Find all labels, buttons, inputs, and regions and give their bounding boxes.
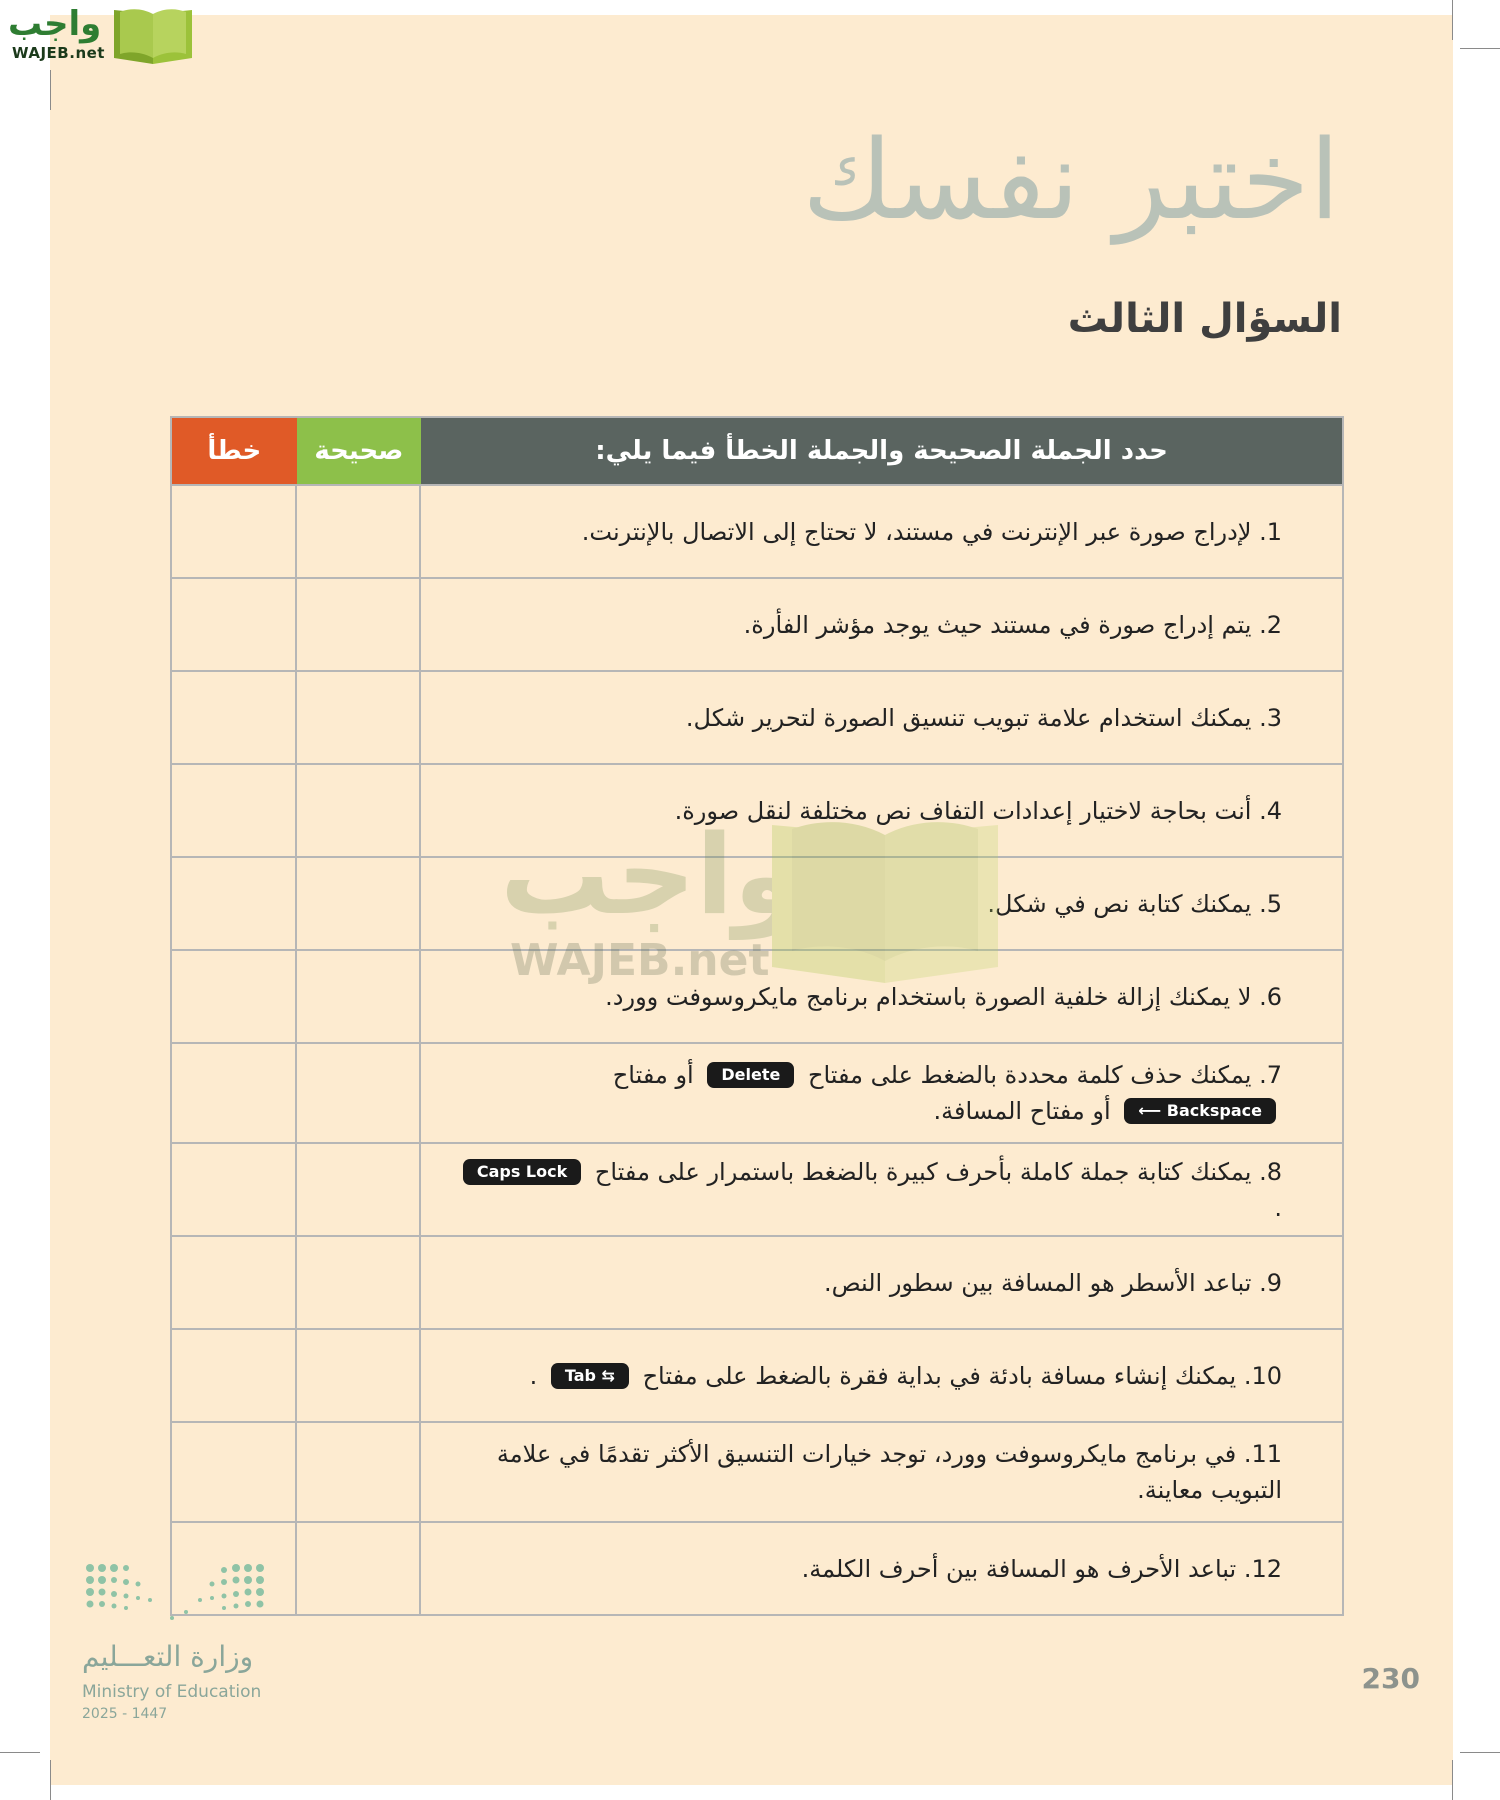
- answer-false-cell[interactable]: [172, 579, 297, 670]
- logo-text-arabic: واجب: [8, 4, 102, 44]
- question-heading: السؤال الثالث: [1067, 296, 1342, 342]
- answer-false-cell[interactable]: [172, 951, 297, 1042]
- statement-text: [421, 1330, 1342, 1421]
- answer-true-cell[interactable]: [297, 672, 422, 763]
- answer-false-cell[interactable]: [172, 1044, 297, 1142]
- answer-false-cell[interactable]: [172, 858, 297, 949]
- answer-true-cell[interactable]: [297, 858, 422, 949]
- wajeb-logo[interactable]: [8, 4, 190, 66]
- statement-part: 8. يمكنك كتابة جملة كاملة بأحرف كبيرة بالضغط باستمرار على مفتاح: [594, 1157, 1282, 1186]
- header-statement: حدد الجملة الصحيحة والجملة الخطأ فيما يلي:: [421, 418, 1342, 484]
- ministry-name-arabic: وزارة التعـــليم: [82, 1640, 254, 1673]
- statement-text: [421, 1144, 1342, 1235]
- crop-mark: [1452, 1760, 1453, 1800]
- book-icon: [112, 6, 194, 66]
- answer-false-cell[interactable]: [172, 486, 297, 577]
- delete-key: Delete: [707, 1062, 794, 1088]
- tab-key: Tab ⇆: [551, 1363, 629, 1389]
- true-false-table: [170, 416, 1344, 1616]
- crop-mark: [1460, 48, 1500, 49]
- header-false: خطأ: [172, 418, 297, 484]
- answer-true-cell[interactable]: [297, 1523, 422, 1614]
- table-header: [172, 418, 1342, 484]
- answer-true-cell[interactable]: [297, 486, 422, 577]
- statement-text: 2. يتم إدراج صورة في مستند حيث يوجد مؤشر الفأرة.: [743, 610, 1282, 639]
- table-row: [172, 763, 1342, 856]
- table-row: [172, 1328, 1342, 1421]
- statement-part: 10. يمكنك إنشاء مسافة بادئة في بداية فقرة بالضغط على مفتاح: [642, 1361, 1282, 1390]
- ministry-dots-icon: [82, 1560, 272, 1630]
- answer-true-cell[interactable]: [297, 1144, 422, 1235]
- watermark-text-english: WAJEB.net: [510, 935, 770, 986]
- answer-true-cell[interactable]: [297, 765, 422, 856]
- answer-true-cell[interactable]: [297, 1423, 422, 1521]
- crop-mark: [0, 1752, 40, 1753]
- table-row: [172, 1421, 1342, 1521]
- statement-text: 9. تباعد الأسطر هو المسافة بين سطور النص.: [823, 1268, 1282, 1297]
- statement-text: 1. لإدراج صورة عبر الإنترنت في مستند، لا تحتاج إلى الاتصال بالإنترنت.: [581, 517, 1282, 546]
- table-row: [172, 1235, 1342, 1328]
- table-row: [172, 670, 1342, 763]
- statement-text: 6. لا يمكنك إزالة خلفية الصورة باستخدام برنامج مايكروسوفت وورد.: [605, 982, 1282, 1011]
- statement-part: أو مفتاح المسافة.: [933, 1097, 1111, 1125]
- statement-text: [421, 1044, 1342, 1142]
- page-number: 230: [1361, 1662, 1420, 1695]
- answer-false-cell[interactable]: [172, 1237, 297, 1328]
- logo-text-english: WAJEB.net: [12, 44, 105, 62]
- page-title: اختبر نفسك: [802, 116, 1340, 244]
- table-row: [172, 484, 1342, 577]
- table-row: [172, 1042, 1342, 1142]
- table-row: [172, 949, 1342, 1042]
- crop-mark: [50, 1760, 51, 1800]
- ministry-name-english: Ministry of Education: [82, 1682, 262, 1702]
- crop-mark: [1460, 1752, 1500, 1753]
- answer-true-cell[interactable]: [297, 951, 422, 1042]
- statement-text: 11. في برنامج مايكروسوفت وورد، توجد خيارات التنسيق الأكثر تقدمًا في علامة التبويب معاينة.: [496, 1440, 1282, 1504]
- answer-true-cell[interactable]: [297, 579, 422, 670]
- header-true: صحيحة: [297, 418, 422, 484]
- answer-true-cell[interactable]: [297, 1237, 422, 1328]
- table-row: [172, 1521, 1342, 1614]
- answer-false-cell[interactable]: [172, 1330, 297, 1421]
- statement-part: أو مفتاح: [612, 1061, 694, 1089]
- table-row: [172, 1142, 1342, 1235]
- statement-part: .: [1274, 1193, 1282, 1222]
- table-row: [172, 577, 1342, 670]
- table-row: [172, 856, 1342, 949]
- statement-text: 5. يمكنك كتابة نص في شكل.: [987, 889, 1282, 918]
- answer-true-cell[interactable]: [297, 1044, 422, 1142]
- caps-lock-key: Caps Lock: [463, 1159, 581, 1185]
- ministry-logo: [82, 1560, 282, 1730]
- answer-false-cell[interactable]: [172, 1144, 297, 1235]
- crop-mark: [50, 70, 51, 110]
- ministry-year: 2025 - 1447: [82, 1706, 168, 1722]
- answer-false-cell[interactable]: [172, 765, 297, 856]
- answer-true-cell[interactable]: [297, 1330, 422, 1421]
- statement-text: 3. يمكنك استخدام علامة تبويب تنسيق الصورة لتحرير شكل.: [685, 703, 1282, 732]
- statement-part: 7. يمكنك حذف كلمة محددة بالضغط على مفتاح: [807, 1061, 1282, 1089]
- statement-text: 12. تباعد الأحرف هو المسافة بين أحرف الكلمة.: [801, 1554, 1282, 1583]
- answer-false-cell[interactable]: [172, 672, 297, 763]
- crop-mark: [1452, 0, 1453, 40]
- statement-part: .: [529, 1361, 538, 1390]
- answer-false-cell[interactable]: [172, 1423, 297, 1521]
- statement-text: 4. أنت بحاجة لاختيار إعدادات التفاف نص مختلفة لنقل صورة.: [674, 796, 1282, 825]
- backspace-key: ⟵ Backspace: [1124, 1098, 1276, 1124]
- watermark-text-arabic: واجب: [500, 811, 802, 939]
